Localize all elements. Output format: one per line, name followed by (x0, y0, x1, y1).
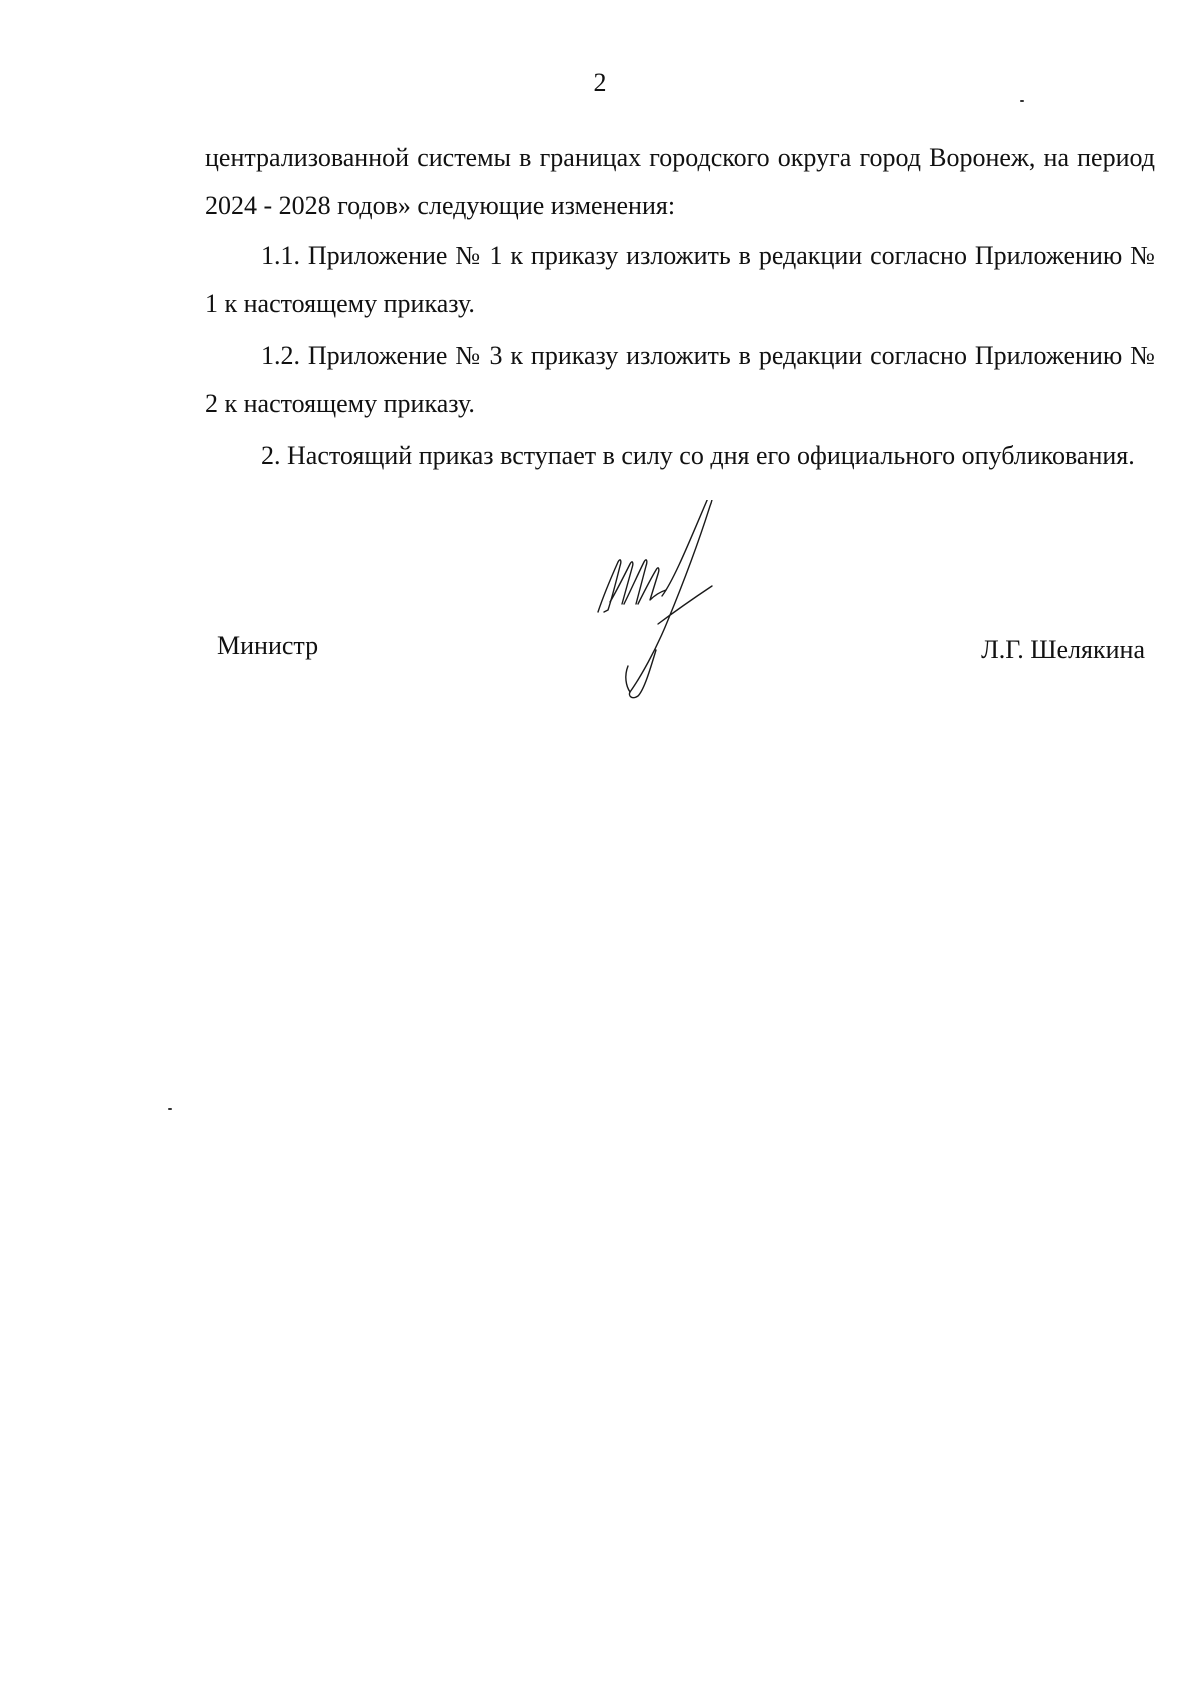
document-body (205, 134, 1155, 480)
signer-name: Л.Г. Шелякина (981, 635, 1145, 664)
handwritten-signature (590, 500, 730, 710)
signer-position: Министр (217, 631, 319, 660)
scan-speck (1020, 100, 1024, 102)
page-number: 2 (593, 68, 607, 97)
paragraph-continuation: централизованной системы в границах городского округа город Воронеж, на период 2024 - 2028 годов» следующие изменения: (205, 143, 1155, 220)
scan-speck (168, 1108, 172, 1110)
paragraph-item-1-2: 1.2. Приложение № 3 к приказу изложить в редакции согласно Приложению № 2 к настоящему приказу. (205, 341, 1155, 418)
paragraph-item-2: 2. Настоящий приказ вступает в силу со дня его официального опубликования. (261, 441, 1135, 470)
paragraph-item-1-1: 1.1. Приложение № 1 к приказу изложить в редакции согласно Приложению № 1 к настоящему приказу. (205, 241, 1155, 318)
